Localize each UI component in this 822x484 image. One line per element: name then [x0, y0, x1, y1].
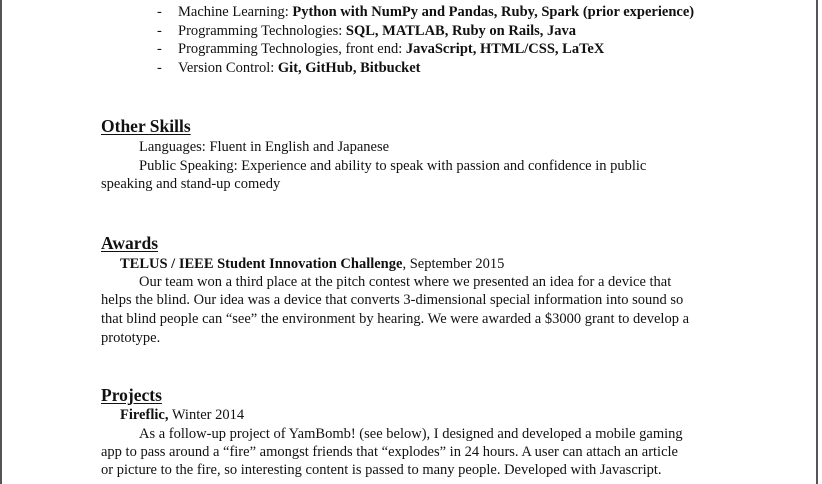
bullet-dash: - [157, 22, 162, 39]
award-desc-line: helps the blind. Our idea was a device that converts 3-dimensional special information into sound so [101, 292, 684, 308]
award-date: , September 2015 [402, 256, 505, 272]
bullet-dash: - [157, 41, 162, 57]
skill-item [157, 40, 694, 59]
skill-value: Git, GitHub, Bitbucket [277, 59, 421, 76]
skill-value: JavaScript, HTML/CSS, LaTeX [405, 41, 605, 57]
skill-label: Programming Technologies: [178, 22, 346, 39]
technical-skills-list [157, 3, 694, 77]
bullet-dash: - [157, 59, 162, 76]
skill-item [157, 22, 694, 41]
languages-line: Languages: Fluent in English and Japanese [139, 139, 390, 155]
award-desc-line: prototype. [101, 330, 161, 346]
skill-value: Python with NumPy and Pandas, Ruby, Spark (prior experience) [292, 4, 695, 20]
award-title: TELUS / IEEE Student Innovation Challenge [120, 256, 403, 272]
award-desc-line: Our team won a third place at the pitch contest where we presented an idea for a device that [139, 274, 672, 290]
other-skills-heading: Other Skills [101, 116, 191, 136]
public-speaking-line-cont: speaking and stand-up comedy [101, 176, 281, 192]
project-desc-line: As a follow-up project of YamBomb! (see below), I designed and developed a mobile gaming [139, 426, 683, 442]
skill-label: Programming Technologies, front end: [178, 41, 406, 57]
skill-value: SQL, MATLAB, Ruby on Rails, Java [345, 22, 577, 39]
project-title-line [120, 406, 244, 424]
award-desc-line: that blind people can “see” the environment by hearing. We were awarded a $3000 grant to develop a [101, 311, 690, 327]
project-title: Fireflic, [120, 407, 169, 423]
project-date: Winter 2014 [168, 407, 245, 423]
awards-heading: Awards [101, 233, 159, 253]
skill-label: Version Control: [178, 59, 278, 76]
project-desc-line: app to pass around a “fire” amongst friends that “explodes” in 24 hours. A user can attach an article [101, 444, 678, 460]
bullet-dash: - [157, 4, 162, 20]
skill-item [157, 3, 694, 22]
skill-item [157, 59, 694, 78]
project-desc-line: or picture to the fire, so interesting content is passed to many people. Developed with Javascript. [101, 462, 662, 478]
projects-heading: Projects [101, 385, 162, 405]
public-speaking-line: Public Speaking: Experience and ability to speak with passion and confidence in public [139, 158, 647, 174]
award-title-line [120, 255, 504, 273]
skill-label: Machine Learning: [178, 4, 293, 20]
